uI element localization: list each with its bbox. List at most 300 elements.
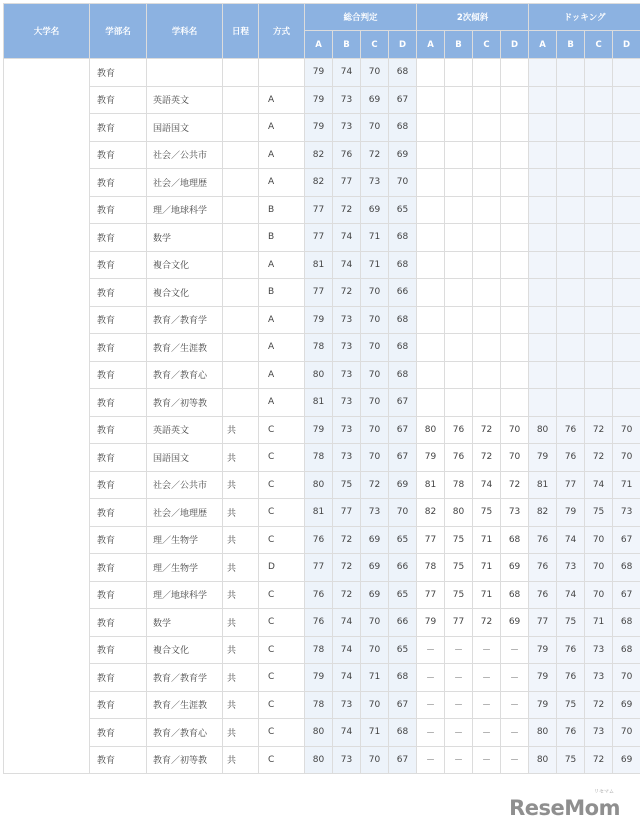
score-cell: 70 bbox=[613, 416, 640, 444]
department-cell: 教育／教育心 bbox=[147, 361, 223, 389]
score-cell: 72 bbox=[473, 609, 501, 637]
score-cell: 80 bbox=[529, 746, 557, 774]
score-cell: 76 bbox=[305, 609, 333, 637]
score-cell bbox=[417, 389, 445, 417]
department-cell: 教育／教育心 bbox=[147, 719, 223, 747]
score-cell: 77 bbox=[305, 224, 333, 252]
score-cell: 72 bbox=[333, 554, 361, 582]
method-cell: C bbox=[259, 416, 305, 444]
score-cell bbox=[501, 361, 529, 389]
header-grade-secondary-b: B bbox=[445, 31, 473, 59]
department-cell: 国語国文 bbox=[147, 444, 223, 472]
score-cell bbox=[557, 389, 585, 417]
schedule-cell bbox=[223, 389, 259, 417]
faculty-cell: 教育 bbox=[90, 251, 147, 279]
score-cell: 73 bbox=[333, 389, 361, 417]
score-cell: 78 bbox=[305, 636, 333, 664]
score-cell: 70 bbox=[361, 691, 389, 719]
score-cell bbox=[585, 251, 613, 279]
score-cell: 69 bbox=[361, 86, 389, 114]
method-cell: D bbox=[259, 554, 305, 582]
score-cell: 66 bbox=[389, 554, 417, 582]
score-cell: － bbox=[501, 746, 529, 774]
score-cell: － bbox=[473, 691, 501, 719]
score-cell: 68 bbox=[389, 114, 417, 142]
department-cell: 教育／生涯教 bbox=[147, 691, 223, 719]
score-cell bbox=[445, 114, 473, 142]
score-cell bbox=[501, 196, 529, 224]
score-cell: 73 bbox=[501, 499, 529, 527]
table-row bbox=[4, 746, 640, 774]
score-cell: 70 bbox=[361, 361, 389, 389]
schedule-cell bbox=[223, 86, 259, 114]
score-cell bbox=[501, 224, 529, 252]
table-row bbox=[4, 141, 640, 169]
score-cell: 76 bbox=[557, 416, 585, 444]
score-cell: 72 bbox=[473, 416, 501, 444]
score-cell: 74 bbox=[557, 526, 585, 554]
table-body bbox=[4, 59, 640, 774]
score-cell bbox=[613, 251, 640, 279]
score-cell: 70 bbox=[613, 719, 640, 747]
resemom-logo bbox=[509, 789, 620, 820]
score-cell: 74 bbox=[333, 224, 361, 252]
score-cell bbox=[529, 196, 557, 224]
score-cell bbox=[445, 59, 473, 87]
department-cell: 国語国文 bbox=[147, 114, 223, 142]
score-cell: 68 bbox=[389, 664, 417, 692]
score-cell bbox=[585, 141, 613, 169]
logo-text: ReseMom bbox=[509, 796, 620, 820]
score-cell bbox=[613, 306, 640, 334]
score-cell bbox=[585, 334, 613, 362]
score-cell: 71 bbox=[361, 224, 389, 252]
score-cell: 67 bbox=[389, 691, 417, 719]
score-cell: 74 bbox=[333, 251, 361, 279]
score-cell bbox=[585, 361, 613, 389]
header-department: 学科名 bbox=[147, 4, 223, 59]
score-cell: 74 bbox=[585, 471, 613, 499]
score-cell: 69 bbox=[389, 471, 417, 499]
schedule-cell bbox=[223, 141, 259, 169]
header-group-docking: ドッキング bbox=[529, 4, 640, 31]
score-cell: 79 bbox=[417, 609, 445, 637]
score-cell bbox=[473, 141, 501, 169]
score-cell bbox=[557, 306, 585, 334]
score-cell bbox=[501, 141, 529, 169]
score-cell: 76 bbox=[557, 664, 585, 692]
score-cell bbox=[557, 361, 585, 389]
score-cell bbox=[473, 86, 501, 114]
score-cell: 68 bbox=[389, 224, 417, 252]
score-cell: － bbox=[473, 636, 501, 664]
score-cell: 67 bbox=[389, 389, 417, 417]
score-cell bbox=[445, 389, 473, 417]
schedule-cell bbox=[223, 251, 259, 279]
score-cell: 70 bbox=[361, 306, 389, 334]
score-cell: 77 bbox=[529, 609, 557, 637]
table-row bbox=[4, 444, 640, 472]
table-row bbox=[4, 526, 640, 554]
method-cell: C bbox=[259, 499, 305, 527]
score-cell bbox=[613, 196, 640, 224]
score-cell: 65 bbox=[389, 196, 417, 224]
score-cell: 75 bbox=[333, 471, 361, 499]
score-cell: 69 bbox=[361, 196, 389, 224]
score-cell: 79 bbox=[305, 306, 333, 334]
score-cell: 78 bbox=[305, 444, 333, 472]
score-cell: 66 bbox=[389, 609, 417, 637]
score-cell bbox=[417, 279, 445, 307]
score-cell bbox=[557, 334, 585, 362]
score-cell: 71 bbox=[361, 719, 389, 747]
schedule-cell: 共 bbox=[223, 581, 259, 609]
method-cell: C bbox=[259, 719, 305, 747]
header-grade-overall-c: C bbox=[361, 31, 389, 59]
faculty-cell: 教育 bbox=[90, 224, 147, 252]
schedule-cell bbox=[223, 224, 259, 252]
header-faculty: 学部名 bbox=[90, 4, 147, 59]
department-cell: 社会／公共市 bbox=[147, 141, 223, 169]
score-cell: 70 bbox=[501, 416, 529, 444]
score-cell bbox=[445, 169, 473, 197]
table-row bbox=[4, 636, 640, 664]
faculty-cell: 教育 bbox=[90, 471, 147, 499]
schedule-cell: 共 bbox=[223, 554, 259, 582]
score-cell: 72 bbox=[333, 526, 361, 554]
schedule-cell: 共 bbox=[223, 691, 259, 719]
score-cell: 68 bbox=[613, 609, 640, 637]
table-row bbox=[4, 306, 640, 334]
score-cell bbox=[529, 361, 557, 389]
score-cell bbox=[613, 169, 640, 197]
score-cell bbox=[445, 224, 473, 252]
score-cell bbox=[613, 389, 640, 417]
score-cell bbox=[585, 114, 613, 142]
method-cell: C bbox=[259, 444, 305, 472]
score-cell bbox=[501, 169, 529, 197]
score-cell: 79 bbox=[529, 444, 557, 472]
department-cell: 教育／教育学 bbox=[147, 306, 223, 334]
score-cell bbox=[585, 279, 613, 307]
faculty-cell: 教育 bbox=[90, 664, 147, 692]
faculty-cell: 教育 bbox=[90, 636, 147, 664]
header-grade-docking-d: D bbox=[613, 31, 640, 59]
score-cell bbox=[501, 86, 529, 114]
table-row bbox=[4, 609, 640, 637]
schedule-cell: 共 bbox=[223, 609, 259, 637]
score-cell bbox=[529, 141, 557, 169]
table-row bbox=[4, 169, 640, 197]
score-cell: 76 bbox=[305, 526, 333, 554]
score-cell: 73 bbox=[333, 306, 361, 334]
score-cell: 81 bbox=[529, 471, 557, 499]
department-cell: 教育／初等教 bbox=[147, 389, 223, 417]
faculty-cell: 教育 bbox=[90, 141, 147, 169]
score-cell: 75 bbox=[557, 691, 585, 719]
faculty-cell: 教育 bbox=[90, 196, 147, 224]
score-cell: － bbox=[501, 719, 529, 747]
header-grade-docking-c: C bbox=[585, 31, 613, 59]
schedule-cell bbox=[223, 279, 259, 307]
header-method: 方式 bbox=[259, 4, 305, 59]
score-cell: 73 bbox=[333, 86, 361, 114]
score-cell: 79 bbox=[305, 86, 333, 114]
score-cell: 81 bbox=[305, 251, 333, 279]
faculty-cell: 教育 bbox=[90, 389, 147, 417]
method-cell bbox=[259, 59, 305, 87]
score-cell: 76 bbox=[305, 581, 333, 609]
method-cell: B bbox=[259, 224, 305, 252]
score-cell bbox=[557, 224, 585, 252]
score-cell: 76 bbox=[529, 526, 557, 554]
score-cell: 78 bbox=[445, 471, 473, 499]
method-cell: C bbox=[259, 664, 305, 692]
score-cell: 75 bbox=[585, 499, 613, 527]
table-row bbox=[4, 499, 640, 527]
score-cell bbox=[417, 224, 445, 252]
score-cell: 70 bbox=[389, 169, 417, 197]
score-cell bbox=[417, 169, 445, 197]
score-cell: 79 bbox=[557, 499, 585, 527]
score-cell: － bbox=[417, 691, 445, 719]
score-cell: 74 bbox=[333, 609, 361, 637]
department-cell bbox=[147, 59, 223, 87]
score-cell bbox=[417, 196, 445, 224]
score-cell: 71 bbox=[613, 471, 640, 499]
score-cell: 73 bbox=[333, 444, 361, 472]
faculty-cell: 教育 bbox=[90, 444, 147, 472]
score-cell: 68 bbox=[613, 554, 640, 582]
table-row bbox=[4, 581, 640, 609]
score-cell: 70 bbox=[613, 444, 640, 472]
score-cell: 75 bbox=[557, 746, 585, 774]
score-cell: － bbox=[417, 719, 445, 747]
score-cell: 79 bbox=[529, 691, 557, 719]
score-cell: － bbox=[473, 664, 501, 692]
score-cell bbox=[445, 196, 473, 224]
score-cell bbox=[445, 361, 473, 389]
table-row bbox=[4, 664, 640, 692]
score-cell: 70 bbox=[585, 554, 613, 582]
score-cell bbox=[417, 59, 445, 87]
department-cell: 英語英文 bbox=[147, 86, 223, 114]
score-cell: 69 bbox=[361, 526, 389, 554]
score-cell: 82 bbox=[305, 141, 333, 169]
schedule-cell bbox=[223, 334, 259, 362]
score-cell bbox=[585, 86, 613, 114]
score-cell: 70 bbox=[361, 114, 389, 142]
score-cell: 68 bbox=[613, 636, 640, 664]
score-cell: 66 bbox=[389, 279, 417, 307]
score-cell: 80 bbox=[529, 416, 557, 444]
score-cell bbox=[417, 114, 445, 142]
faculty-cell: 教育 bbox=[90, 114, 147, 142]
score-cell bbox=[473, 389, 501, 417]
table-row bbox=[4, 86, 640, 114]
score-cell: 76 bbox=[529, 554, 557, 582]
method-cell: A bbox=[259, 334, 305, 362]
department-cell: 教育／初等教 bbox=[147, 746, 223, 774]
department-cell: 複合文化 bbox=[147, 279, 223, 307]
score-cell: 73 bbox=[333, 416, 361, 444]
table-row bbox=[4, 59, 640, 87]
score-cell bbox=[613, 334, 640, 362]
table-row bbox=[4, 416, 640, 444]
score-cell bbox=[585, 306, 613, 334]
score-cell bbox=[473, 334, 501, 362]
header-grade-overall-a: A bbox=[305, 31, 333, 59]
faculty-cell: 教育 bbox=[90, 581, 147, 609]
table-row bbox=[4, 554, 640, 582]
faculty-cell: 教育 bbox=[90, 746, 147, 774]
score-cell: 77 bbox=[445, 609, 473, 637]
table-row bbox=[4, 719, 640, 747]
score-cell bbox=[557, 279, 585, 307]
schedule-cell bbox=[223, 169, 259, 197]
score-cell: 73 bbox=[585, 664, 613, 692]
method-cell: A bbox=[259, 251, 305, 279]
score-cell: 71 bbox=[361, 664, 389, 692]
score-cell bbox=[473, 251, 501, 279]
score-cell: 70 bbox=[361, 279, 389, 307]
score-cell bbox=[501, 114, 529, 142]
table-row bbox=[4, 196, 640, 224]
score-cell: 80 bbox=[445, 499, 473, 527]
faculty-cell: 教育 bbox=[90, 416, 147, 444]
score-cell bbox=[585, 59, 613, 87]
department-cell: 数学 bbox=[147, 224, 223, 252]
score-cell: 68 bbox=[501, 581, 529, 609]
score-cell: 69 bbox=[501, 554, 529, 582]
score-cell: 73 bbox=[333, 114, 361, 142]
score-cell: 65 bbox=[389, 581, 417, 609]
score-cell: 81 bbox=[305, 389, 333, 417]
score-cell bbox=[557, 114, 585, 142]
table-row bbox=[4, 114, 640, 142]
score-cell: － bbox=[501, 664, 529, 692]
score-cell bbox=[613, 279, 640, 307]
score-cell bbox=[529, 59, 557, 87]
score-cell: 78 bbox=[305, 691, 333, 719]
score-cell: 77 bbox=[333, 499, 361, 527]
score-cell bbox=[529, 114, 557, 142]
score-cell: 72 bbox=[585, 691, 613, 719]
score-cell: 68 bbox=[501, 526, 529, 554]
score-cell: 74 bbox=[473, 471, 501, 499]
score-cell: 74 bbox=[333, 59, 361, 87]
department-cell: 社会／公共市 bbox=[147, 471, 223, 499]
score-cell: 77 bbox=[417, 526, 445, 554]
department-cell: 数学 bbox=[147, 609, 223, 637]
score-cell: － bbox=[417, 746, 445, 774]
score-cell: 73 bbox=[361, 499, 389, 527]
score-cell: 81 bbox=[417, 471, 445, 499]
score-cell bbox=[613, 361, 640, 389]
score-cell: 75 bbox=[445, 581, 473, 609]
schedule-cell: 共 bbox=[223, 636, 259, 664]
department-cell: 英語英文 bbox=[147, 416, 223, 444]
score-cell bbox=[585, 169, 613, 197]
table-row bbox=[4, 279, 640, 307]
method-cell: B bbox=[259, 196, 305, 224]
score-cell: 70 bbox=[361, 609, 389, 637]
score-cell bbox=[557, 86, 585, 114]
score-cell bbox=[557, 141, 585, 169]
score-cell: － bbox=[445, 719, 473, 747]
score-cell: 76 bbox=[557, 719, 585, 747]
score-cell bbox=[557, 59, 585, 87]
score-cell: 70 bbox=[361, 334, 389, 362]
score-cell: 67 bbox=[613, 526, 640, 554]
score-cell: 71 bbox=[585, 609, 613, 637]
schedule-cell: 共 bbox=[223, 746, 259, 774]
table-row bbox=[4, 251, 640, 279]
method-cell: C bbox=[259, 471, 305, 499]
score-cell bbox=[613, 224, 640, 252]
score-cell: 73 bbox=[613, 499, 640, 527]
score-cell: 70 bbox=[361, 59, 389, 87]
score-cell bbox=[529, 279, 557, 307]
score-cell bbox=[501, 59, 529, 87]
score-cell: 68 bbox=[389, 334, 417, 362]
score-cell: － bbox=[445, 636, 473, 664]
score-cell: 70 bbox=[361, 389, 389, 417]
score-cell: 80 bbox=[305, 719, 333, 747]
method-cell: A bbox=[259, 306, 305, 334]
score-cell bbox=[501, 279, 529, 307]
faculty-cell: 教育 bbox=[90, 691, 147, 719]
score-cell: 68 bbox=[389, 361, 417, 389]
score-cell: 68 bbox=[389, 251, 417, 279]
score-cell bbox=[473, 169, 501, 197]
table-row bbox=[4, 334, 640, 362]
method-cell: C bbox=[259, 609, 305, 637]
faculty-cell: 教育 bbox=[90, 334, 147, 362]
score-cell: 77 bbox=[333, 169, 361, 197]
method-cell: A bbox=[259, 86, 305, 114]
score-cell: 81 bbox=[305, 499, 333, 527]
method-cell: C bbox=[259, 746, 305, 774]
score-cell: 73 bbox=[557, 554, 585, 582]
score-cell: 80 bbox=[305, 746, 333, 774]
score-cell bbox=[445, 334, 473, 362]
schedule-cell: 共 bbox=[223, 719, 259, 747]
score-cell: － bbox=[417, 636, 445, 664]
header-grade-docking-b: B bbox=[557, 31, 585, 59]
faculty-cell: 教育 bbox=[90, 279, 147, 307]
faculty-cell: 教育 bbox=[90, 554, 147, 582]
score-cell: 68 bbox=[389, 719, 417, 747]
schedule-cell bbox=[223, 306, 259, 334]
method-cell: C bbox=[259, 526, 305, 554]
method-cell: B bbox=[259, 279, 305, 307]
score-cell: 73 bbox=[333, 361, 361, 389]
score-cell bbox=[529, 306, 557, 334]
score-cell: 70 bbox=[585, 526, 613, 554]
schedule-cell bbox=[223, 59, 259, 87]
score-cell: 71 bbox=[361, 251, 389, 279]
score-cell bbox=[445, 306, 473, 334]
score-cell bbox=[585, 196, 613, 224]
score-cell: 79 bbox=[305, 114, 333, 142]
score-cell: 79 bbox=[305, 416, 333, 444]
score-cell: 67 bbox=[389, 416, 417, 444]
schedule-cell: 共 bbox=[223, 526, 259, 554]
schedule-cell bbox=[223, 196, 259, 224]
score-cell: 77 bbox=[305, 554, 333, 582]
score-cell: 82 bbox=[529, 499, 557, 527]
